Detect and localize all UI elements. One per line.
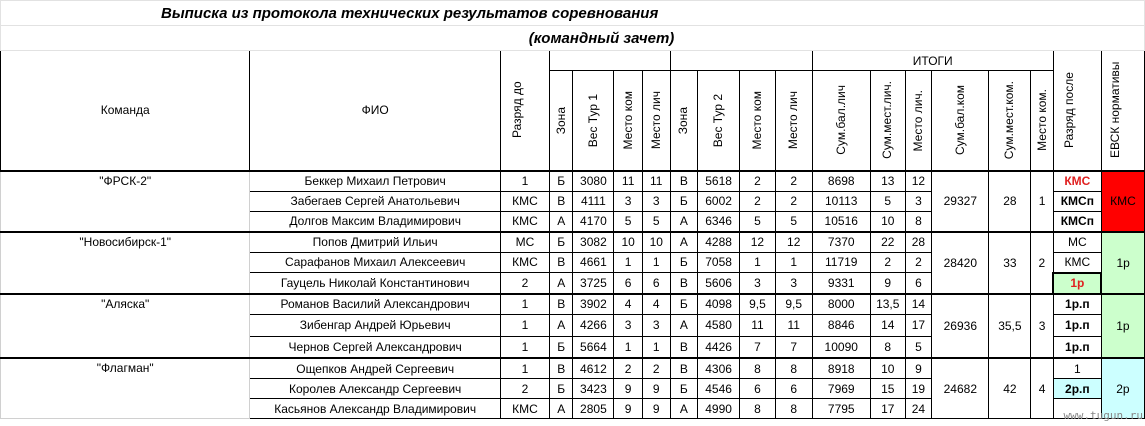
member-weight2: 5618	[698, 171, 740, 192]
member-zone1: Б	[549, 379, 573, 399]
member-place-pers2: 5	[775, 211, 812, 232]
team-name: "Флагман"	[1, 358, 250, 419]
member-zone2: Б	[670, 252, 698, 273]
member-place-pers2: 12	[775, 232, 812, 253]
member-place-team1: 1	[614, 252, 643, 273]
member-weight1: 4111	[573, 191, 614, 211]
member-sum-places: 9	[870, 273, 905, 294]
member-place-pers1: 11	[642, 171, 670, 192]
member-fio: Чернов Сергей Александрович	[250, 336, 500, 358]
header-sum-places-pers: Сум.мест.лич.	[880, 81, 895, 160]
member-weight1: 4612	[573, 358, 614, 379]
member-place-team1: 4	[614, 294, 643, 315]
member-weight2: 4098	[698, 294, 740, 315]
team-sum-places: 35,5	[989, 294, 1031, 359]
member-zone2: Б	[670, 294, 698, 315]
header-sum-places-team: Сум.мест.ком.	[1002, 81, 1017, 160]
member-place: 3	[905, 191, 932, 211]
member-sum-places: 13	[870, 171, 905, 192]
member-rank-after: 1р.п	[1053, 294, 1101, 315]
member-weight1: 2805	[573, 399, 614, 419]
member-fio: Забегаев Сергей Анатольевич	[250, 191, 500, 211]
member-place-team2: 7	[740, 336, 776, 358]
member-rank-after: МС	[1053, 232, 1101, 253]
header-totals: ИТОГИ	[812, 51, 1053, 71]
header-sum-pts-pers: Сум.бал.лич	[833, 85, 848, 156]
member-sum-pts: 10516	[812, 211, 870, 232]
header-sum-pts-team: Сум.бал.ком	[952, 85, 967, 156]
member-place-pers2: 3	[775, 273, 812, 294]
member-zone2: А	[670, 399, 698, 419]
member-place: 24	[905, 399, 932, 419]
member-weight2: 4288	[698, 232, 740, 253]
member-sum-pts: 7370	[812, 232, 870, 253]
team-name: "ФРСК-2"	[1, 171, 250, 232]
member-sum-places: 5	[870, 191, 905, 211]
member-place: 19	[905, 379, 932, 399]
member-weight2: 4990	[698, 399, 740, 419]
member-sum-places: 2	[870, 252, 905, 273]
member-place-pers2: 2	[775, 171, 812, 192]
team-sum-places: 28	[989, 171, 1031, 232]
header-place-team-1: Место ком	[620, 91, 635, 150]
member-weight2: 4306	[698, 358, 740, 379]
team-place: 2	[1031, 232, 1053, 294]
member-zone2: Б	[670, 191, 698, 211]
member-fio: Касьянов Александр Владимирович	[250, 399, 500, 419]
member-rank: КМС	[500, 191, 549, 211]
member-zone2: В	[670, 273, 698, 294]
member-sum-pts: 8846	[812, 314, 870, 336]
member-rank-after: 1р.п	[1053, 336, 1101, 358]
member-sum-places: 15	[870, 379, 905, 399]
header-zone-2: Зона	[676, 106, 691, 134]
member-place: 9	[905, 358, 932, 379]
member-place-pers2: 9,5	[775, 294, 812, 315]
member-zone1: А	[549, 211, 573, 232]
member-sum-pts: 7795	[812, 399, 870, 419]
member-weight2: 6002	[698, 191, 740, 211]
member-zone1: В	[549, 358, 573, 379]
member-place-team2: 6	[740, 379, 776, 399]
page-subtitle: (командный зачет)	[1, 26, 1145, 51]
member-zone2: В	[670, 358, 698, 379]
header-weight-1: Вес Тур 1	[585, 93, 600, 147]
member-place-team1: 3	[614, 191, 643, 211]
member-weight1: 3423	[573, 379, 614, 399]
member-place-pers1: 9	[642, 399, 670, 419]
member-place-team2: 12	[740, 232, 776, 253]
member-rank: 2	[500, 273, 549, 294]
member-place-pers2: 1	[775, 252, 812, 273]
member-place-team2: 5	[740, 211, 776, 232]
member-place-pers1: 1	[642, 336, 670, 358]
member-place-pers1: 2	[642, 358, 670, 379]
member-weight1: 4661	[573, 252, 614, 273]
member-place-pers2: 8	[775, 399, 812, 419]
member-rank: 2	[500, 379, 549, 399]
member-place-pers1: 1	[642, 252, 670, 273]
header-rank-before: Разряд до	[509, 81, 524, 139]
member-zone2: В	[670, 336, 698, 358]
member-zone1: В	[549, 294, 573, 315]
member-place-pers2: 11	[775, 314, 812, 336]
member-fio: Зибенгар Андрей Юрьевич	[250, 314, 500, 336]
member-sum-places: 13,5	[870, 294, 905, 315]
team-place: 3	[1031, 294, 1053, 359]
member-place: 28	[905, 232, 932, 253]
member-zone2: А	[670, 232, 698, 253]
member-place-team2: 9,5	[740, 294, 776, 315]
member-fio: Романов Василий Александрович	[250, 294, 500, 315]
member-place-team2: 1	[740, 252, 776, 273]
member-sum-places: 22	[870, 232, 905, 253]
team-place: 4	[1031, 358, 1053, 419]
member-weight1: 4266	[573, 314, 614, 336]
member-rank-after: 1	[1053, 358, 1101, 379]
member-sum-pts: 8698	[812, 171, 870, 192]
member-place-pers1: 9	[642, 379, 670, 399]
member-rank-after: 1р.п	[1053, 314, 1101, 336]
member-weight1: 3725	[573, 273, 614, 294]
member-zone2: А	[670, 314, 698, 336]
member-sum-pts: 11719	[812, 252, 870, 273]
header-place-pers-1: Место лич	[648, 91, 663, 150]
team-sum-pts: 26936	[932, 294, 989, 359]
watermark: www.tugun.ru	[1063, 409, 1143, 422]
member-zone1: В	[549, 252, 573, 273]
member-rank: 1	[500, 171, 549, 192]
member-place: 2	[905, 252, 932, 273]
member-weight1: 3902	[573, 294, 614, 315]
member-rank-after: КМСп	[1053, 191, 1101, 211]
header-place-pers-2: Место лич	[786, 91, 801, 150]
member-zone1: А	[549, 314, 573, 336]
member-place: 5	[905, 336, 932, 358]
member-place-team1: 1	[614, 336, 643, 358]
member-zone1: Б	[549, 232, 573, 253]
team-sum-pts: 24682	[932, 358, 989, 419]
member-place-pers1: 3	[642, 191, 670, 211]
team-evsk: КМС	[1101, 171, 1144, 232]
member-sum-pts: 10113	[812, 191, 870, 211]
member-place-pers2: 8	[775, 358, 812, 379]
member-rank-after[interactable]: 1р	[1053, 273, 1101, 294]
team-sum-places: 33	[989, 232, 1031, 294]
member-sum-places: 17	[870, 399, 905, 419]
member-rank-after: КМС	[1053, 252, 1101, 273]
member-place-pers2: 6	[775, 379, 812, 399]
header-fio: ФИО	[250, 51, 500, 171]
member-place-team2: 11	[740, 314, 776, 336]
member-weight2: 4546	[698, 379, 740, 399]
member-weight1: 3080	[573, 171, 614, 192]
member-fio: Попов Дмитрий Ильич	[250, 232, 500, 253]
member-weight2: 6346	[698, 211, 740, 232]
member-zone1: А	[549, 273, 573, 294]
member-place-pers1: 3	[642, 314, 670, 336]
member-fio: Сарафанов Михаил Алексеевич	[250, 252, 500, 273]
member-place-team2: 2	[740, 171, 776, 192]
member-weight2: 7058	[698, 252, 740, 273]
member-weight1: 4170	[573, 211, 614, 232]
header-place-pers: Место лич.	[910, 89, 925, 151]
team-evsk: 2р	[1101, 358, 1144, 419]
member-sum-pts: 7969	[812, 379, 870, 399]
member-sum-pts: 8000	[812, 294, 870, 315]
member-weight1: 3082	[573, 232, 614, 253]
header-team: Команда	[1, 51, 250, 171]
header-zone-1: Зона	[553, 106, 568, 134]
header-place-team: Место ком.	[1034, 89, 1049, 152]
member-zone1: Б	[549, 336, 573, 358]
member-fio: Ощепков Андрей Сергеевич	[250, 358, 500, 379]
member-place-pers1: 10	[642, 232, 670, 253]
member-zone2: Б	[670, 379, 698, 399]
member-rank: 1	[500, 336, 549, 358]
team-name: "Новосибирск-1"	[1, 232, 250, 294]
member-weight2: 4580	[698, 314, 740, 336]
member-fio: Долгов Максим Владимирович	[250, 211, 500, 232]
team-sum-pts: 28420	[932, 232, 989, 294]
member-place-team1: 2	[614, 358, 643, 379]
team-place: 1	[1031, 171, 1053, 232]
header-rank-after: Разряд после	[1062, 72, 1077, 149]
member-weight2: 4426	[698, 336, 740, 358]
member-fio: Гауцель Николай Константинович	[250, 273, 500, 294]
member-sum-pts: 10090	[812, 336, 870, 358]
member-place: 17	[905, 314, 932, 336]
team-sum-pts: 29327	[932, 171, 989, 232]
member-place-team1: 10	[614, 232, 643, 253]
member-place-team1: 11	[614, 171, 643, 192]
member-rank: 1	[500, 294, 549, 315]
member-weight1: 5664	[573, 336, 614, 358]
member-fio: Королев Александр Сергеевич	[250, 379, 500, 399]
member-rank-after: КМС	[1053, 171, 1101, 192]
header-weight-2: Вес Тур 2	[711, 93, 726, 147]
member-fio: Беккер Михаил Петрович	[250, 171, 500, 192]
member-place-team1: 9	[614, 399, 643, 419]
team-name: "Аляска"	[1, 294, 250, 359]
member-place-pers2: 2	[775, 191, 812, 211]
header-place-team-2: Место ком	[749, 91, 764, 150]
member-place-pers1: 6	[642, 273, 670, 294]
member-rank: 1	[500, 314, 549, 336]
team-evsk: 1р	[1101, 232, 1144, 294]
member-place-pers1: 5	[642, 211, 670, 232]
page-title: Выписка из протокола технических результатов соревнования	[1, 1, 1145, 26]
member-place-team1: 3	[614, 314, 643, 336]
member-rank: МС	[500, 232, 549, 253]
team-evsk: 1р	[1101, 294, 1144, 359]
member-place-team2: 8	[740, 358, 776, 379]
member-sum-pts: 9331	[812, 273, 870, 294]
member-place-pers1: 4	[642, 294, 670, 315]
member-zone1: А	[549, 399, 573, 419]
member-place: 14	[905, 294, 932, 315]
member-sum-pts: 8918	[812, 358, 870, 379]
member-sum-places: 10	[870, 358, 905, 379]
member-place-team2: 8	[740, 399, 776, 419]
member-place-team2: 3	[740, 273, 776, 294]
member-place-team1: 9	[614, 379, 643, 399]
member-rank: 1	[500, 358, 549, 379]
member-rank: КМС	[500, 211, 549, 232]
member-sum-places: 8	[870, 336, 905, 358]
member-rank-after: КМСп	[1053, 211, 1101, 232]
member-place-team1: 6	[614, 273, 643, 294]
member-place: 6	[905, 273, 932, 294]
member-zone1: Б	[549, 171, 573, 192]
member-rank: КМС	[500, 399, 549, 419]
member-rank-after: 2р.п	[1053, 379, 1101, 399]
member-place-team2: 2	[740, 191, 776, 211]
member-sum-places: 14	[870, 314, 905, 336]
member-zone2: А	[670, 211, 698, 232]
team-sum-places: 42	[989, 358, 1031, 419]
member-place: 12	[905, 171, 932, 192]
member-place-team1: 5	[614, 211, 643, 232]
member-zone1: В	[549, 191, 573, 211]
member-place: 8	[905, 211, 932, 232]
member-sum-places: 10	[870, 211, 905, 232]
member-zone2: В	[670, 171, 698, 192]
header-evsk: ЕВСК нормативы	[1107, 62, 1122, 159]
member-rank: КМС	[500, 252, 549, 273]
member-weight2: 5606	[698, 273, 740, 294]
member-place-pers2: 7	[775, 336, 812, 358]
